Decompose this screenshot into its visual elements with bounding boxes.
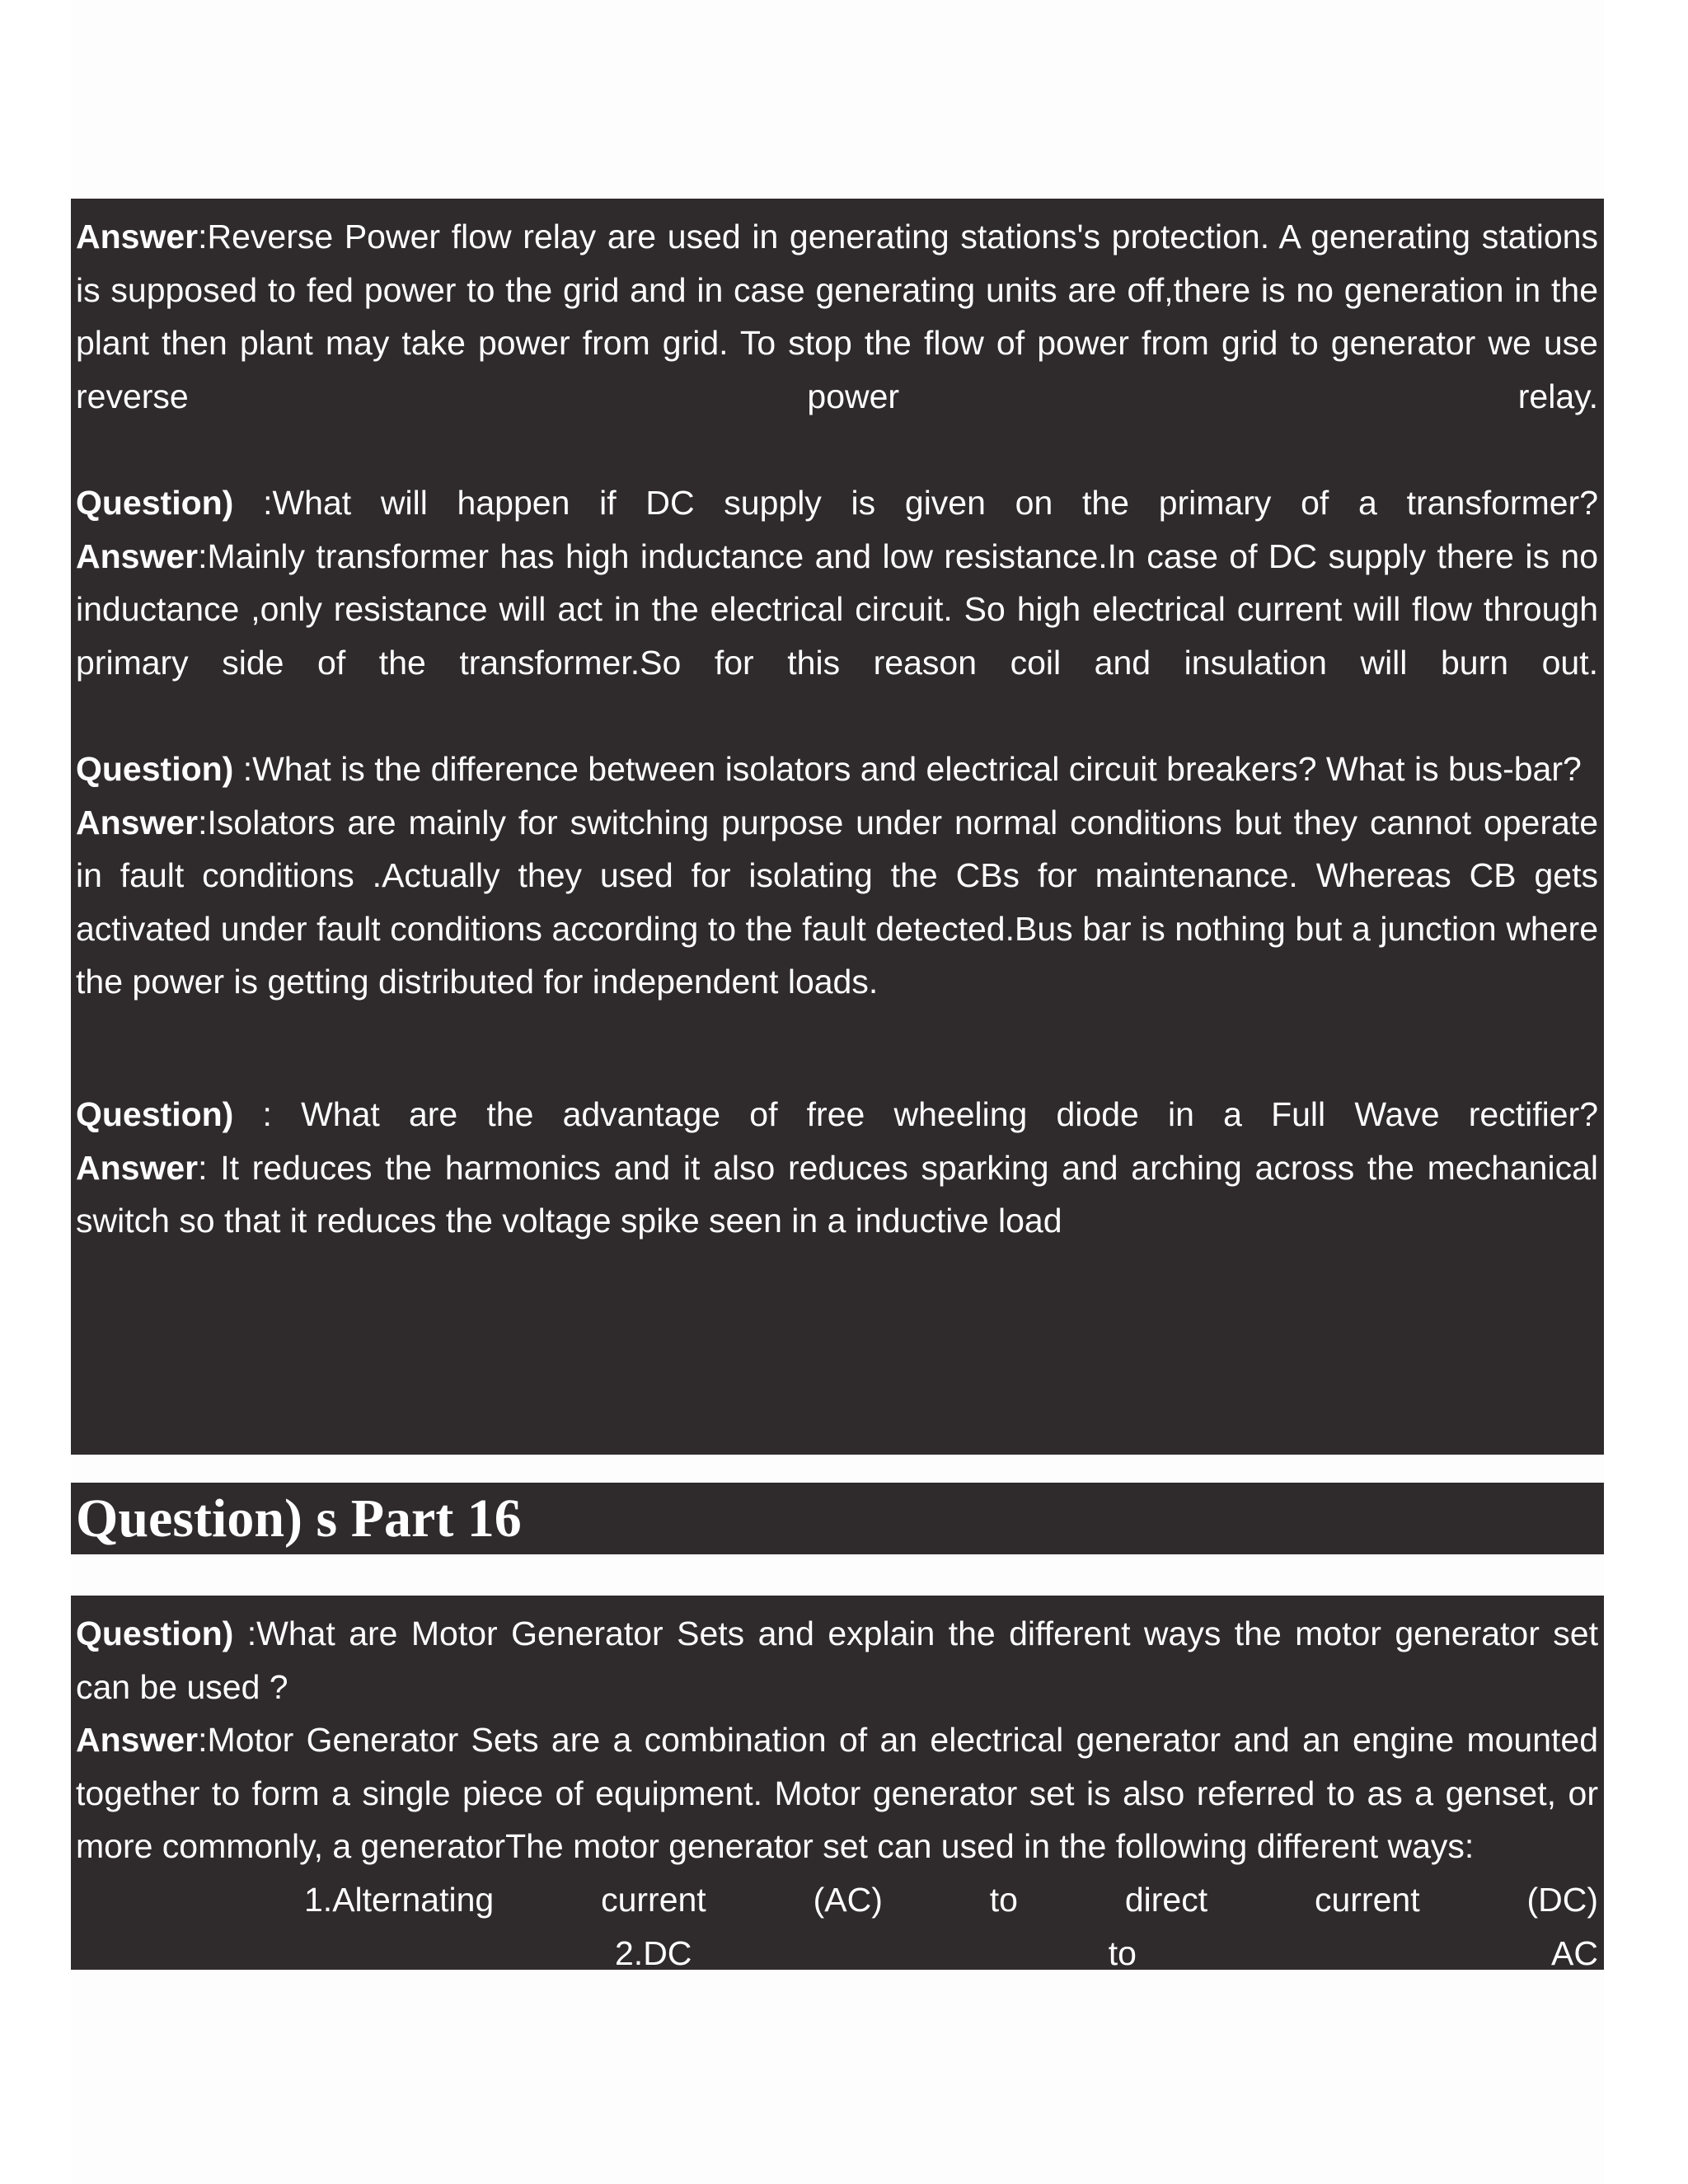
answer-text: : It reduces the harmonics and it also reduces sparking and arching across the mechanical switch so that it reduces the voltage spike seen in a inductive load <box>76 1148 1598 1240</box>
question-text: :What will happen if DC supply is given on the primary of a transformer? <box>233 483 1598 522</box>
question-label: Question) <box>76 483 234 522</box>
spacer <box>76 423 1598 476</box>
section-title: Question) s Part 16 <box>76 1488 522 1549</box>
answer-label: Answer <box>76 537 199 575</box>
qa-answer-motor-generator <box>76 1713 1598 1873</box>
qa-block-continued <box>71 199 1604 1455</box>
qa-answer-freewheeling-diode <box>76 1141 1598 1248</box>
qa-question-freewheeling-diode <box>76 1088 1598 1141</box>
answer-label: Answer <box>76 1148 199 1187</box>
spacer <box>76 1009 1598 1088</box>
qa-answer-reverse-power <box>76 210 1598 423</box>
answer-text: :Reverse Power flow relay are used in generating stations's protection. A generating stations is supposed to fed power to the grid and in case generating units are off,there is no generation in the plant then plant may take power from grid. To stop the flow of power from grid <box>76 218 1598 363</box>
qa-answer-isolators <box>76 796 1598 1009</box>
qa-question-dc-transformer <box>76 476 1598 530</box>
question-label: Question) <box>76 749 234 788</box>
qa-answer-dc-transformer <box>76 530 1598 690</box>
question-label: Question) <box>76 1615 234 1652</box>
qa-question-isolators <box>76 743 1598 796</box>
list-item: 1.Alternating current (AC) to direct current (DC) <box>304 1880 1598 1919</box>
answer-text: :Motor Generator Sets are a combination of an electrical generator and an engine mounted together to form a single piece of equipment. Motor generator set is also referred to as a genset, or more commonly, a generatorThe motor generator set can used in the following different ways: <box>76 1721 1598 1866</box>
qa-question-motor-generator <box>76 1607 1598 1713</box>
list-item: 2.DC to AC <box>615 1933 1598 1972</box>
spacer <box>76 689 1598 743</box>
answer-label: Answer <box>76 1721 199 1760</box>
question-text: :What are Motor Generator Sets and explain the different ways the motor generator set can be used ? <box>76 1615 1598 1706</box>
question-label: Question) <box>76 1094 234 1133</box>
section-heading-bar <box>71 1483 1604 1554</box>
answer-text: :Isolators are mainly for switching purpose under normal conditions but they cannot operate in fault conditions .Actually they used for isolating the CBs for maintenance. Whereas CB gets activated under fault conditions according to the fault detected.Bus bar is nothing but a junction where the power is getting distributed for independent loads. <box>76 803 1598 1001</box>
answer-text: :Mainly transformer has high inductance and low resistance.In case of DC supply there is no inductance ,only resistance will act in the electrical circuit. So high electrical current will flow through primary side of the transformer.So for this reason coil and insulation will burn out. <box>76 537 1598 682</box>
question-text: : What are the advantage of free wheeling diode in a Full Wave rectifier? <box>233 1094 1598 1133</box>
answer-label: Answer <box>76 218 199 255</box>
answer-text-last-line: to generator we use reverse power relay. <box>76 324 1598 415</box>
qa-block-part-16 <box>71 1596 1604 1970</box>
question-text: :What is the difference between isolators and electrical circuit breakers? What is bus-bar? <box>233 749 1582 788</box>
answer-label: Answer <box>76 803 199 841</box>
